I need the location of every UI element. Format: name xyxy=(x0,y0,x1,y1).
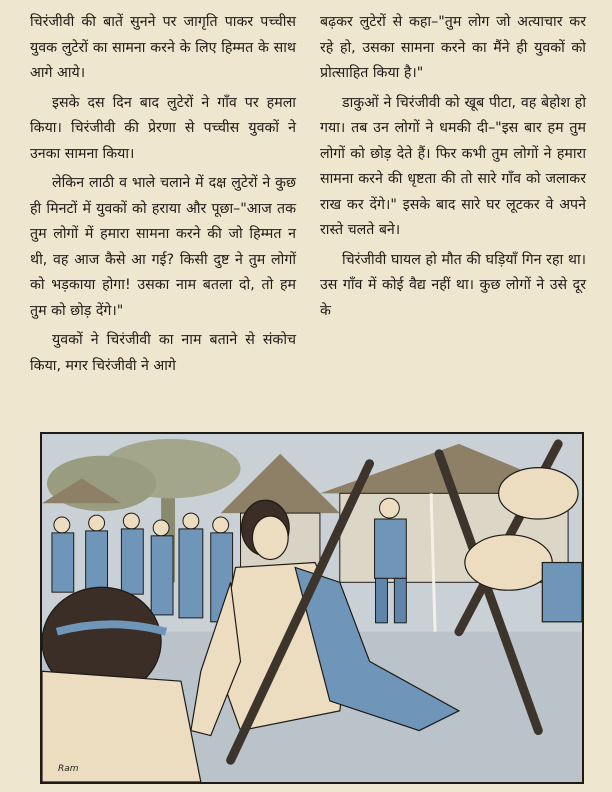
right-column xyxy=(320,10,586,420)
attacker-figure xyxy=(42,587,201,782)
story-text xyxy=(30,10,586,420)
illustration-scene xyxy=(42,434,582,782)
left-paragraph-1: चिरंजीवी की बातें सुनने पर जागृति पाकर पच्चीस युवक लुटेरों का सामना करने के लिए हिम्मत के साथ आगे आये। xyxy=(30,14,296,81)
left-paragraph-4: युवकों ने चिरंजीवी का नाम बताने से संकोच किया, मगर चिरंजीवी ने आगे xyxy=(30,332,296,374)
illustration-panel xyxy=(40,432,584,784)
left-paragraph-2: इसके दस दिन बाद लुटेरों ने गाँव पर हमला किया। चिरंजीवी की प्रेरणा से पच्चीस युवकों ने उनका सामना किया। xyxy=(30,94,296,162)
left-paragraph-3: लेकिन लाठी व भाले चलाने में दक्ष लुटेरों ने कुछ ही मिनटों में युवकों को हराया और पूछा–"आज तक तुम लोगों में हमारा सामना करने की जो हिम्मत न थी, वह आज कैसे आ गई? किसी दुष्ट ने तुम लोगों को भड़काया होगा! उसका नाम बतला दो, तो हम तुम को छोड़ देंगे।" xyxy=(30,175,296,319)
right-paragraph-1: बढ़कर लुटेरों से कहा–"तुम लोग जो अत्याचार कर रहे हो, उसका सामना करने का मैंने ही युवकों को प्रोत्साहित किया है।" xyxy=(320,14,586,81)
right-paragraph-2: डाकुओं ने चिरंजीवी को खूब पीटा, वह बेहोश हो गया। तब उन लोगों ने धमकी दी–"इस बार हम तुम लोगों को छोड़ देते हैं। फिर कभी तुम लोगों ने हमारा सामना करने की धृष्टता की तो सारे गाँव को जलाकर राख कर देंगे।" इसके बाद सारे घर लूटकर वे अपने रास्ते चलते बने। xyxy=(320,94,586,238)
artist-signature: Ram xyxy=(58,764,79,774)
left-column xyxy=(30,10,296,420)
right-paragraph-3: चिरंजीवी घायल हो मौत की घड़ियाँ गिन रहा था। उस गाँव में कोई वैद्य नहीं था। कुछ लोगों ने उसे दूर के xyxy=(320,251,586,319)
